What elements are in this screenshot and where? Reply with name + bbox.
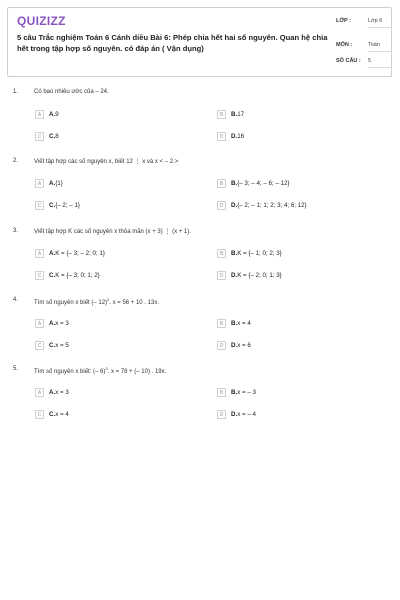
q5-option-d[interactable]: D D. x = – 4 [217, 410, 256, 419]
q1-option-c[interactable]: C C. 8 [35, 132, 59, 141]
q2-option-a[interactable]: A A. {1} [35, 179, 63, 188]
q3-option-c[interactable]: C C. K = {– 3; 0; 1; 2} [35, 271, 100, 280]
q4-option-c[interactable]: C C. x = 5 [35, 341, 69, 350]
class-value: Lớp 6 [368, 17, 392, 28]
subject-value: Toán [368, 41, 392, 52]
q4-option-a[interactable]: A A. x = 3 [35, 319, 69, 328]
q2-option-d[interactable]: D D. {– 2; – 1; 1; 2; 3; 4; 6; 12} [217, 201, 307, 210]
question-number: 2. [13, 158, 19, 164]
q4-option-d[interactable]: D D. x = 6 [217, 341, 251, 350]
option-box: B [217, 249, 226, 258]
question-number: 5. [13, 366, 19, 372]
option-box: D [217, 410, 226, 419]
q5-option-c[interactable]: C C. x = 4 [35, 410, 69, 419]
q3-option-a[interactable]: A A. K = {– 3; – 2; 0; 1} [35, 249, 105, 258]
option-box: D [217, 201, 226, 210]
question-number: 1. [13, 89, 19, 95]
q4-option-b[interactable]: B B. x = 4 [217, 319, 251, 328]
q5-option-b[interactable]: B B. x = – 3 [217, 388, 256, 397]
q1-option-d[interactable]: D D. 16 [217, 132, 244, 141]
q5-option-a[interactable]: A A. x = 3 [35, 388, 69, 397]
q2-option-c[interactable]: C C. {– 2; – 1} [35, 201, 80, 210]
question-text: Tìm số nguyên x biết (– 12)$^2$. x = 56 + 10 . 13x. [34, 297, 159, 306]
q1-option-b[interactable]: B B. 17 [217, 110, 244, 119]
option-box: B [217, 110, 226, 119]
q3-option-b[interactable]: B B. K = {– 1; 0; 2; 3} [217, 249, 282, 258]
question-number: 4. [13, 297, 19, 303]
option-box: D [217, 132, 226, 141]
option-box: A [35, 179, 44, 188]
q1-option-a[interactable]: A A. 9 [35, 110, 59, 119]
option-box: A [35, 388, 44, 397]
option-box: C [35, 271, 44, 280]
option-box: B [217, 319, 226, 328]
q3-option-d[interactable]: D D. K = {– 2; 0; 1; 3} [217, 271, 282, 280]
subject-label: MÔN : [336, 42, 353, 48]
question-text: Tìm số nguyên x biết: (– 6)$^3$. x = 78 + (– 10) . 19x. [34, 366, 167, 375]
option-box: D [217, 271, 226, 280]
quizizz-logo: QUIZIZZ [17, 14, 66, 28]
option-box: C [35, 201, 44, 210]
question-text: Viết tập hợp các số nguyên x, biết 12 ⋮ x và x < – 2.> [34, 159, 179, 165]
q2-option-b[interactable]: B B. {– 3; – 4; – 6; – 12} [217, 179, 289, 188]
option-box: C [35, 341, 44, 350]
question-number: 3. [13, 228, 19, 234]
option-box: B [217, 179, 226, 188]
worksheet-title: 5 câu Trắc nghiệm Toán 6 Cánh diều Bài 6: Phép chia hết hai số nguyên. Quan hệ chia hết trong tập hợp số nguyên. có đáp án ( Vận dụng) [17, 33, 328, 53]
question-text: Viết tập hợp K các số nguyên x thỏa mãn (x + 3) ⋮ (x + 1). [34, 229, 191, 235]
count-value: 5 [368, 57, 392, 68]
option-box: C [35, 132, 44, 141]
question-text: Có bao nhiêu ước của – 24. [34, 89, 109, 95]
option-box: B [217, 388, 226, 397]
option-box: C [35, 410, 44, 419]
option-box: A [35, 110, 44, 119]
option-box: A [35, 319, 44, 328]
option-box: A [35, 249, 44, 258]
count-label: SỐ CÂU : [336, 58, 361, 64]
worksheet-header [7, 7, 392, 77]
option-box: D [217, 341, 226, 350]
class-label: LỚP : [336, 18, 351, 24]
